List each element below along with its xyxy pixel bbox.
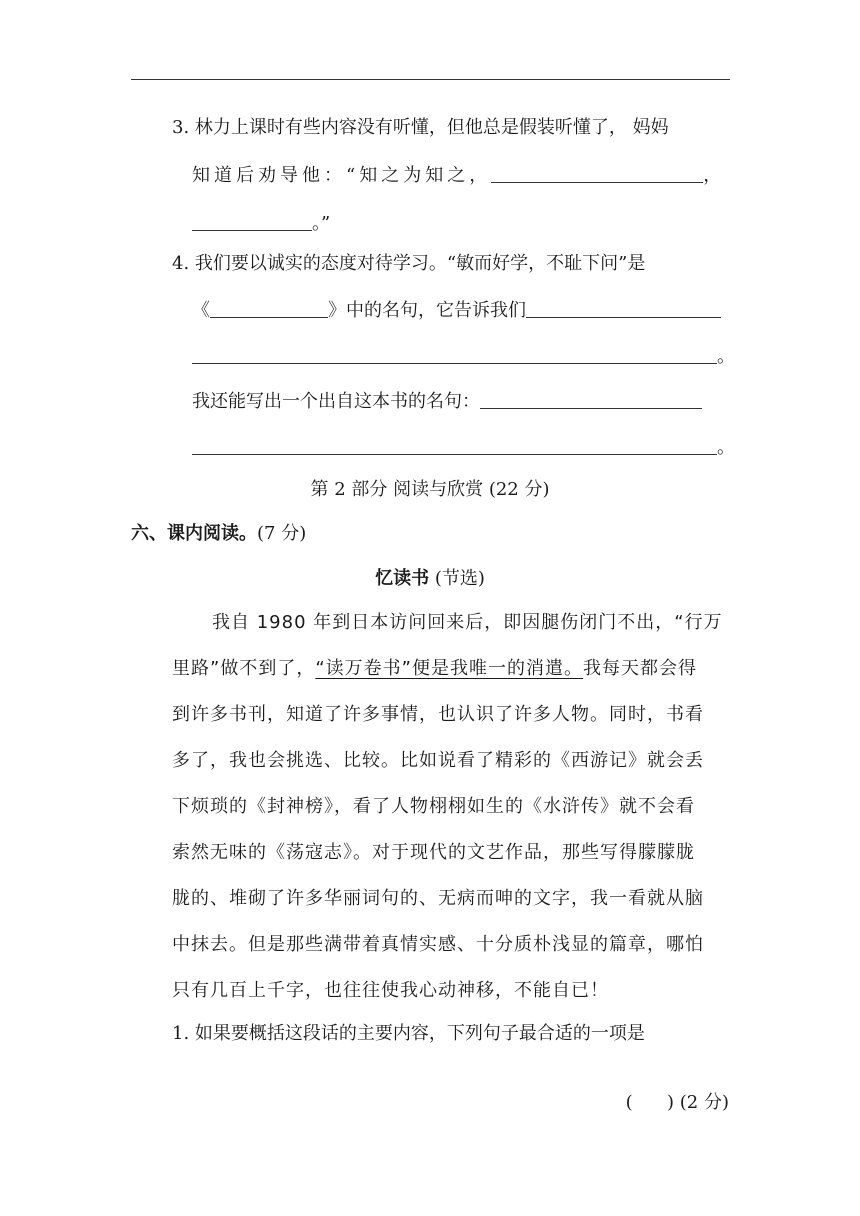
passage-line-2: [172, 657, 697, 681]
q1-line: [172, 1022, 645, 1046]
q4-number: 4.: [172, 253, 190, 274]
q3-end: 。”: [312, 213, 331, 234]
q4-text-2: 》中的名句，它告诉我们: [328, 300, 526, 321]
part2-title: 第 2 部分 阅读与欣赏 (22 分): [310, 479, 550, 500]
passage-line-2c: 我每天都会得: [582, 658, 697, 679]
q4-period-2: 。: [717, 437, 735, 458]
q1-number: 1.: [172, 1023, 190, 1044]
section6-heading-line: [131, 522, 306, 546]
article-subtitle: (节选): [434, 568, 485, 589]
section6-score: (7 分): [257, 523, 307, 544]
q3-text-2: 知道后劝导他：“知之为知之，: [192, 165, 492, 186]
q1-answer-paren[interactable]: ( ): [625, 1092, 675, 1113]
article-title-line: [0, 567, 860, 591]
q4-blank-meaning-1[interactable]: [526, 299, 721, 318]
passage-line-1: 我自 1980 年到日本访问回来后，即因腿伤闭门不出，“行万: [212, 612, 723, 633]
header-rule: [131, 79, 730, 80]
q4-book-open: 《: [192, 300, 210, 321]
section6-heading: 六、课内阅读。: [131, 523, 257, 544]
q4-blank-quote-1[interactable]: [480, 390, 702, 409]
q3-blank-1[interactable]: [491, 164, 703, 183]
passage-line-9: 只有几百上千字，也往往使我心动神移，不能自已！: [172, 980, 609, 1001]
q4-text-1: 我们要以诚实的态度对待学习。“敏而好学，不耻下问”是: [194, 253, 646, 274]
q4-line-3: [192, 345, 735, 369]
q1-text: 如果要概括这段话的主要内容，下列句子最合适的一项是: [194, 1023, 645, 1044]
article-title: 忆读书: [375, 568, 430, 589]
passage-line-6: 索然无味的《荡寇志》。对于现代的文艺作品，那些写得朦朦胧: [172, 842, 695, 863]
q1-answer-line: [614, 1067, 729, 1115]
q1-score: (2 分): [679, 1092, 729, 1113]
q4-period: 。: [717, 346, 735, 367]
passage-line-4: 多了，我也会挑选、比较。比如说看了精彩的《西游记》就会丢: [172, 750, 704, 771]
q4-line-2: [192, 299, 721, 323]
passage-line-8: 中抹去。但是那些满带着真情实感、十分质朴浅显的篇章，哪怕: [172, 934, 704, 955]
q4-text-4: 我还能写出一个出自这本书的名句：: [192, 391, 480, 412]
q3-blank-2[interactable]: [192, 212, 312, 231]
q3-line-3: [192, 212, 330, 236]
q3-line-2: [192, 164, 725, 188]
q4-blank-meaning-2[interactable]: [192, 345, 717, 364]
q4-blank-book[interactable]: [210, 299, 328, 318]
passage-line-2a: 里路”做不到了，: [172, 658, 316, 679]
q3-line-1: [172, 116, 669, 140]
passage-line-3: 到许多书刊，知道了许多事情，也认识了许多人物。同时，书看: [172, 704, 704, 725]
q4-line-5: [192, 436, 735, 460]
passage-line-5: 下烦琐的《封神榜》，看了人物栩栩如生的《水浒传》就不会看: [172, 796, 695, 817]
q3-number: 3.: [172, 117, 190, 138]
passage-line-7: 胧的、堆砌了许多华丽词句的、无病而呻的文字，我一看就从脑: [172, 888, 704, 909]
q4-line-4: [192, 390, 702, 414]
q4-blank-quote-2[interactable]: [192, 436, 717, 455]
q4-line-1: [172, 252, 645, 276]
passage-underlined-sentence: “读万卷书”便是我唯一的消遣。: [315, 658, 583, 679]
q3-text-1: 林力上课时有些内容没有听懂，但他总是假装听懂了， 妈妈: [194, 117, 669, 138]
q3-comma: ，: [703, 165, 726, 186]
